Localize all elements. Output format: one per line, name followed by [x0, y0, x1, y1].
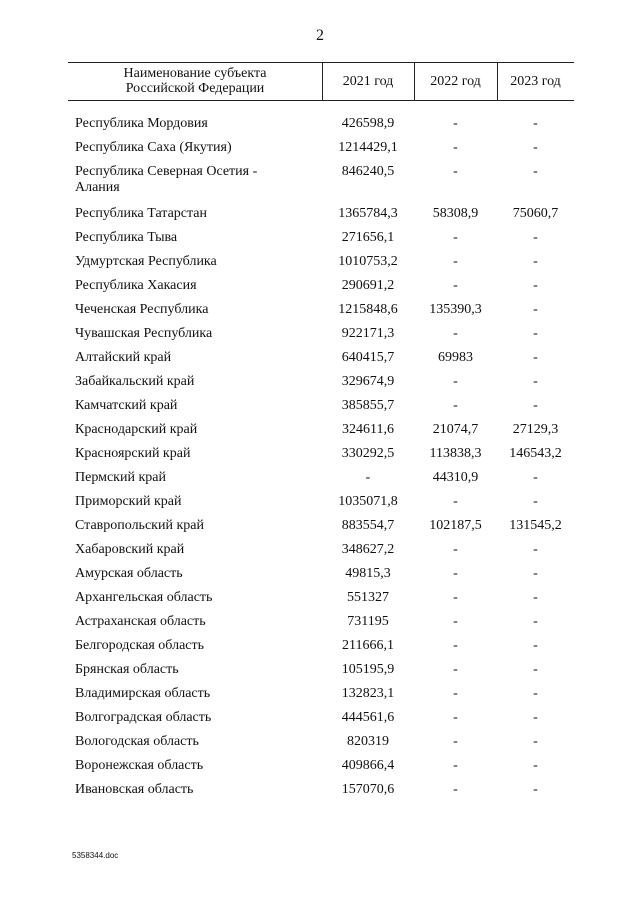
value-2021: 348627,2	[341, 542, 395, 557]
value-2021: 640415,7	[341, 350, 395, 365]
value-2021: 132823,1	[341, 686, 395, 701]
table-row	[0, 202, 640, 226]
value-2021: 820319	[347, 734, 389, 749]
value-2021: 1215848,6	[338, 302, 398, 317]
value-2022: 102187,5	[429, 518, 482, 533]
value-2022: -	[453, 494, 458, 509]
table-row	[0, 514, 640, 538]
value-2021: 271656,1	[341, 230, 395, 245]
table-row	[0, 418, 640, 442]
table-row	[0, 658, 640, 682]
subject-name: Ивановская область	[75, 782, 194, 797]
table-row	[0, 610, 640, 634]
subject-name: Вологодская область	[75, 734, 199, 749]
value-2023: -	[533, 470, 538, 485]
value-2022: 135390,3	[429, 302, 482, 317]
value-2021: 409866,4	[341, 758, 395, 773]
table-row	[0, 112, 640, 136]
subject-name: Республика Мордовия	[75, 116, 208, 131]
value-2021: 846240,5	[341, 164, 395, 179]
value-2022: -	[453, 542, 458, 557]
value-2021: 290691,2	[341, 278, 395, 293]
value-2021: -	[365, 470, 371, 485]
value-2023: -	[533, 140, 538, 155]
subject-name: Камчатский край	[75, 398, 178, 413]
subject-name: Забайкальский край	[75, 374, 195, 389]
value-2023: 75060,7	[512, 206, 559, 221]
value-2022: -	[453, 614, 458, 629]
value-2021: 426598,9	[341, 116, 395, 131]
value-2022: 69983	[438, 350, 473, 365]
value-2023: -	[533, 350, 538, 365]
subject-name: Чувашская Республика	[75, 326, 213, 341]
subject-name: Волгоградская область	[75, 710, 212, 725]
value-2022: 21074,7	[432, 422, 479, 437]
header-subject-line2: Российской Федерации	[125, 81, 265, 96]
header-2023: 2023 год	[510, 73, 561, 89]
value-2022: -	[453, 638, 458, 653]
table-header-bottom-rule	[68, 100, 574, 101]
table-row	[0, 394, 640, 418]
value-2021: 922171,3	[341, 326, 395, 341]
value-2023: 146543,2	[509, 446, 562, 461]
header-subject-line1: Наименование субъекта	[123, 66, 267, 81]
value-2023: -	[533, 734, 538, 749]
value-2023: 27129,3	[512, 422, 559, 437]
table-row	[0, 634, 640, 658]
value-2021: 385855,7	[341, 398, 395, 413]
value-2022: -	[453, 164, 458, 179]
subject-name: Республика Тыва	[75, 230, 178, 245]
subject-name: Республика Саха (Якутия)	[75, 140, 232, 155]
value-2022: 44310,9	[432, 470, 479, 485]
subject-name: Республика Татарстан	[75, 206, 208, 221]
subject-name: Брянская область	[75, 662, 179, 677]
table-row	[0, 730, 640, 754]
value-2022: -	[453, 782, 458, 797]
value-2022: -	[453, 230, 458, 245]
value-2023: -	[533, 116, 538, 131]
table-row	[0, 346, 640, 370]
table-row	[0, 370, 640, 394]
subject-name: Краснодарский край	[75, 422, 198, 437]
table-row	[0, 250, 640, 274]
value-2023: -	[533, 686, 538, 701]
value-2021: 444561,6	[341, 710, 395, 725]
subject-name: Астраханская область	[75, 614, 206, 629]
value-2021: 1365784,3	[338, 206, 398, 221]
value-2021: 330292,5	[341, 446, 395, 461]
value-2023: -	[533, 164, 538, 179]
value-2021: 1010753,2	[338, 254, 398, 269]
document-filename: 5358344.doc	[72, 851, 119, 860]
value-2023: -	[533, 494, 538, 509]
header-2022: 2022 год	[430, 73, 481, 89]
value-2021: 324611,6	[342, 422, 394, 437]
value-2023: -	[533, 566, 538, 581]
value-2021: 49815,3	[345, 566, 391, 581]
table-row	[0, 562, 640, 586]
table-row	[0, 226, 640, 250]
table-body	[0, 112, 640, 802]
subject-name: Белгородская область	[75, 638, 205, 653]
value-2023: -	[533, 230, 538, 245]
subject-name: Пермский край	[75, 470, 166, 485]
table-row	[0, 442, 640, 466]
table-row	[0, 466, 640, 490]
value-2021: 329674,9	[341, 374, 395, 389]
value-2021: 883554,7	[341, 518, 395, 533]
value-2022: -	[453, 278, 458, 293]
value-2022: -	[453, 662, 458, 677]
value-2022: -	[453, 710, 458, 725]
subject-name: Ставропольский край	[75, 518, 204, 533]
header-2021: 2021 год	[342, 73, 394, 89]
value-2023: -	[533, 302, 538, 317]
table-row	[0, 538, 640, 562]
table-row	[0, 490, 640, 514]
header-subject	[68, 62, 322, 100]
value-2021: 157070,6	[341, 782, 395, 797]
table-row	[0, 274, 640, 298]
value-2023: -	[533, 614, 538, 629]
value-2023: -	[533, 278, 538, 293]
value-2022: -	[453, 758, 458, 773]
value-2022: -	[453, 254, 458, 269]
subject-name: Республика Хакасия	[75, 278, 197, 293]
value-2023: -	[533, 638, 538, 653]
table-row	[0, 778, 640, 802]
table-row	[0, 754, 640, 778]
value-2023: 131545,2	[509, 518, 562, 533]
table-row	[0, 682, 640, 706]
value-2023: -	[533, 542, 538, 557]
page-number: 2	[316, 27, 324, 44]
value-2021: 105195,9	[341, 662, 395, 677]
table-row	[0, 586, 640, 610]
value-2023: -	[533, 398, 538, 413]
value-2022: -	[453, 590, 458, 605]
subject-name: Владимирская область	[75, 686, 211, 701]
value-2023: -	[533, 710, 538, 725]
subject-name: Амурская область	[75, 566, 183, 581]
value-2023: -	[533, 782, 538, 797]
value-2022: 113838,3	[429, 446, 482, 461]
value-2021: 551327	[347, 590, 389, 605]
value-2021: 1035071,8	[338, 494, 398, 509]
subject-name: Алтайский край	[75, 350, 172, 365]
value-2022: -	[453, 326, 458, 341]
table-row	[0, 160, 640, 202]
value-2023: -	[533, 662, 538, 677]
value-2021: 1214429,1	[338, 140, 398, 155]
subject-name: Красноярский край	[75, 446, 191, 461]
table-row	[0, 322, 640, 346]
table-row	[0, 706, 640, 730]
subject-name: Республика Северная Осетия - Алания	[75, 164, 258, 195]
value-2022: -	[453, 116, 458, 131]
subject-name: Архангельская область	[75, 590, 213, 605]
value-2021: 211666,1	[342, 638, 394, 653]
value-2023: -	[533, 254, 538, 269]
subject-name: Хабаровский край	[75, 542, 185, 557]
value-2022: -	[453, 140, 458, 155]
subject-name: Воронежская область	[75, 758, 204, 773]
value-2023: -	[533, 326, 538, 341]
subject-name: Удмуртская Республика	[75, 254, 217, 269]
value-2022: -	[453, 398, 458, 413]
value-2022: -	[453, 566, 458, 581]
value-2023: -	[533, 590, 538, 605]
subject-name: Чеченская Республика	[75, 302, 209, 317]
value-2023: -	[533, 758, 538, 773]
table-row	[0, 136, 640, 160]
value-2022: 58308,9	[432, 206, 479, 221]
subject-name: Приморский край	[75, 494, 182, 509]
value-2023: -	[533, 374, 538, 389]
value-2022: -	[453, 734, 458, 749]
value-2022: -	[453, 686, 458, 701]
value-2022: -	[453, 374, 458, 389]
table-row	[0, 298, 640, 322]
value-2021: 731195	[347, 614, 389, 629]
